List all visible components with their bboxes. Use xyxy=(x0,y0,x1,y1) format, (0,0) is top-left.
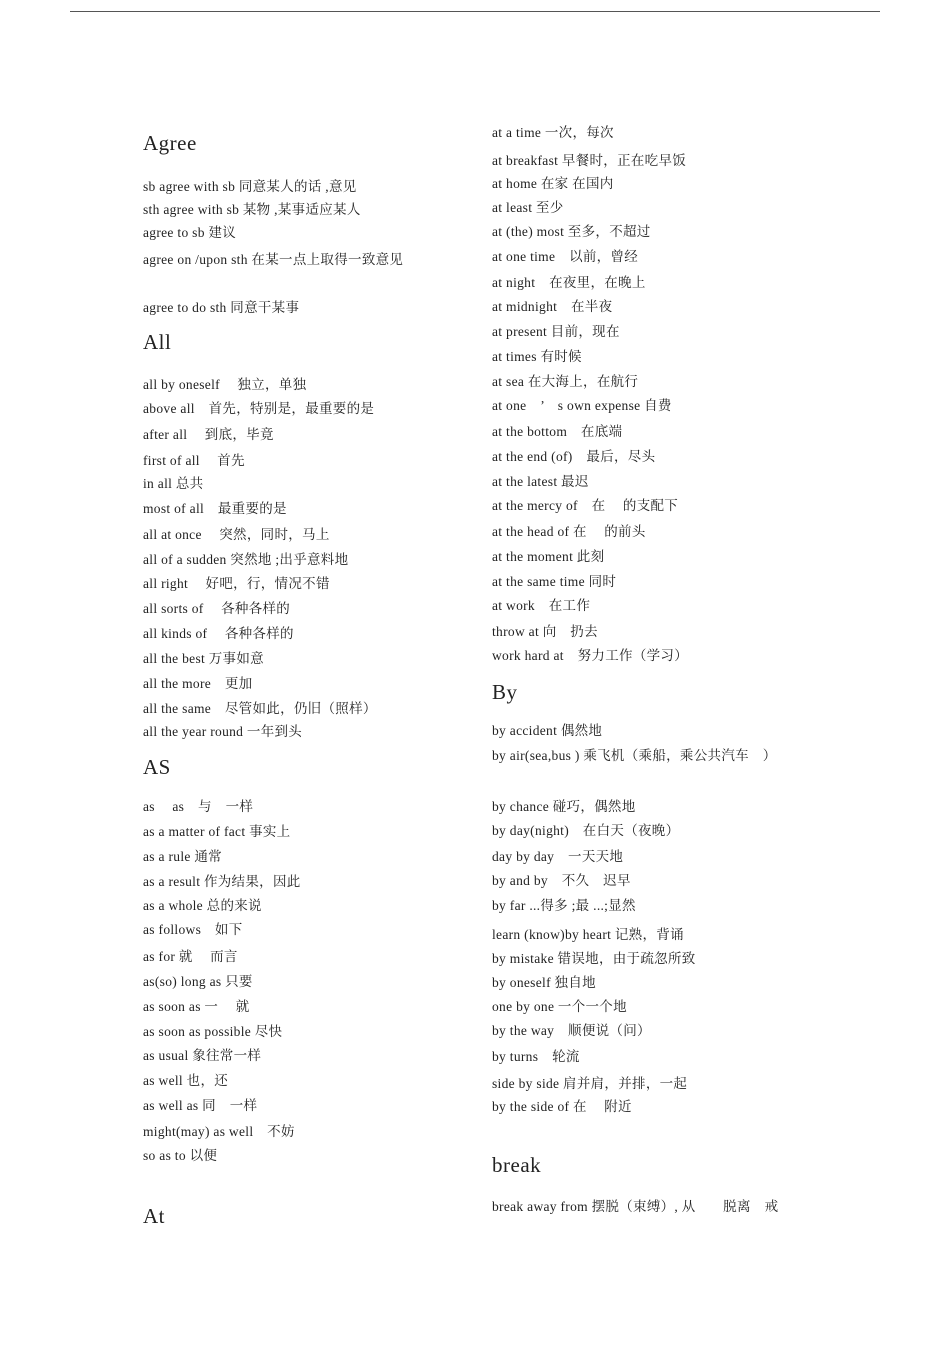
entry: work hard at 努力工作（学习） xyxy=(492,648,689,663)
entry: by turns 轮流 xyxy=(492,1049,580,1064)
top-rule xyxy=(70,11,880,12)
entry: all the best 万事如意 xyxy=(143,651,264,666)
entry: at the bottom 在底端 xyxy=(492,424,623,439)
entry: at the latest 最迟 xyxy=(492,474,589,489)
entry: at home 在家 在国内 xyxy=(492,176,614,191)
entry: by accident 偶然地 xyxy=(492,723,603,738)
entry: as soon as 一 就 xyxy=(143,999,250,1014)
entry: by the side of 在 附近 xyxy=(492,1099,632,1114)
entry: day by day 一天天地 xyxy=(492,849,624,864)
entry: by mistake 错误地，由于疏忽所致 xyxy=(492,951,696,966)
entry: so as to 以便 xyxy=(143,1148,218,1163)
entry: at the end (of) 最后，尽头 xyxy=(492,449,656,464)
entry: side by side 肩并肩，并排，一起 xyxy=(492,1076,688,1091)
entry: at breakfast 早餐时，正在吃早饭 xyxy=(492,153,687,168)
entry: at work 在工作 xyxy=(492,598,591,613)
entry: as soon as possible 尽快 xyxy=(143,1024,283,1039)
entry: most of all 最重要的是 xyxy=(143,501,287,516)
entry: as a whole 总的来说 xyxy=(143,898,262,913)
entry: by the way 顺便说（问） xyxy=(492,1023,651,1038)
entry: at one time 以前，曾经 xyxy=(492,249,639,264)
entry: at sea 在大海上，在航行 xyxy=(492,374,639,389)
entry: might(may) as well 不妨 xyxy=(143,1124,295,1139)
entry: in all 总共 xyxy=(143,476,204,491)
entry: all the year round 一年到头 xyxy=(143,724,303,739)
entry: at present 目前，现在 xyxy=(492,324,620,339)
entry: at the same time 同时 xyxy=(492,574,617,589)
entry: throw at 向 扔去 xyxy=(492,624,598,639)
entry: after all 到底，毕竟 xyxy=(143,427,274,442)
entry: all of a sudden 突然地 ;出乎意料地 xyxy=(143,552,349,567)
entry: as well as 同 一样 xyxy=(143,1098,258,1113)
entry: by and by 不久 迟早 xyxy=(492,873,631,888)
entry: first of all 首先 xyxy=(143,453,245,468)
entry: one by one 一个一个地 xyxy=(492,999,627,1014)
entry: by oneself 独自地 xyxy=(492,975,596,990)
entry: as usual 象往常一样 xyxy=(143,1048,262,1063)
entry: as a rule 通常 xyxy=(143,849,222,864)
entry: at the head of 在 的前头 xyxy=(492,524,646,539)
entry: all kinds of 各种各样的 xyxy=(143,626,294,641)
entry: all by oneself 独立，单独 xyxy=(143,377,307,392)
entry: as for 就 而言 xyxy=(143,949,238,964)
entry: learn (know)by heart 记熟，背诵 xyxy=(492,927,684,942)
entry: by chance 碰巧，偶然地 xyxy=(492,799,636,814)
heading-as: AS xyxy=(143,755,171,779)
heading-by: By xyxy=(492,680,518,704)
heading-agree: Agree xyxy=(143,131,197,155)
entry: at the moment 此刻 xyxy=(492,549,605,564)
entry: by day(night) 在白天（夜晚） xyxy=(492,823,680,838)
entry: agree to sb 建议 xyxy=(143,225,237,240)
entry: at a time 一次，每次 xyxy=(492,125,614,140)
entry: at the mercy of 在 的支配下 xyxy=(492,498,679,513)
entry: all sorts of 各种各样的 xyxy=(143,601,291,616)
entry: at (the) most 至多，不超过 xyxy=(492,224,651,239)
entry: at midnight 在半夜 xyxy=(492,299,613,314)
entry: as as 与 一样 xyxy=(143,799,254,814)
entry: as follows 如下 xyxy=(143,922,243,937)
entry: at one ’ s own expense 自费 xyxy=(492,398,672,413)
entry: at night 在夜里，在晚上 xyxy=(492,275,646,290)
entry: as well 也，还 xyxy=(143,1073,229,1088)
entry: as a result 作为结果，因此 xyxy=(143,874,301,889)
entry: agree to do sth 同意干某事 xyxy=(143,300,300,315)
entry: as a matter of fact 事实上 xyxy=(143,824,291,839)
entry: all the more 更加 xyxy=(143,676,253,691)
entry: all the same 尽管如此，仍旧（照样） xyxy=(143,701,377,716)
entry: by air(sea,bus ) 乘飞机（乘船，乘公共汽车 ） xyxy=(492,748,777,763)
entry: above all 首先，特别是，最重要的是 xyxy=(143,401,375,416)
entry: all right 好吧，行，情况不错 xyxy=(143,576,330,591)
heading-at: At xyxy=(143,1204,165,1228)
entry: sth agree with sb 某物 ,某事适应某人 xyxy=(143,202,361,217)
heading-break: break xyxy=(492,1153,542,1177)
entry: at least 至少 xyxy=(492,200,564,215)
entry: by far ...得多 ;最 ...;显然 xyxy=(492,898,636,913)
entry: all at once 突然，同时，马上 xyxy=(143,527,330,542)
entry: as(so) long as 只要 xyxy=(143,974,253,989)
entry: sb agree with sb 同意某人的话 ,意见 xyxy=(143,179,357,194)
entry: agree on /upon sth 在某一点上取得一致意见 xyxy=(143,252,404,267)
heading-all: All xyxy=(143,330,172,354)
entry: at times 有时候 xyxy=(492,349,582,364)
entry: break away from 摆脱（束缚）, 从 脱离 戒 xyxy=(492,1199,779,1214)
